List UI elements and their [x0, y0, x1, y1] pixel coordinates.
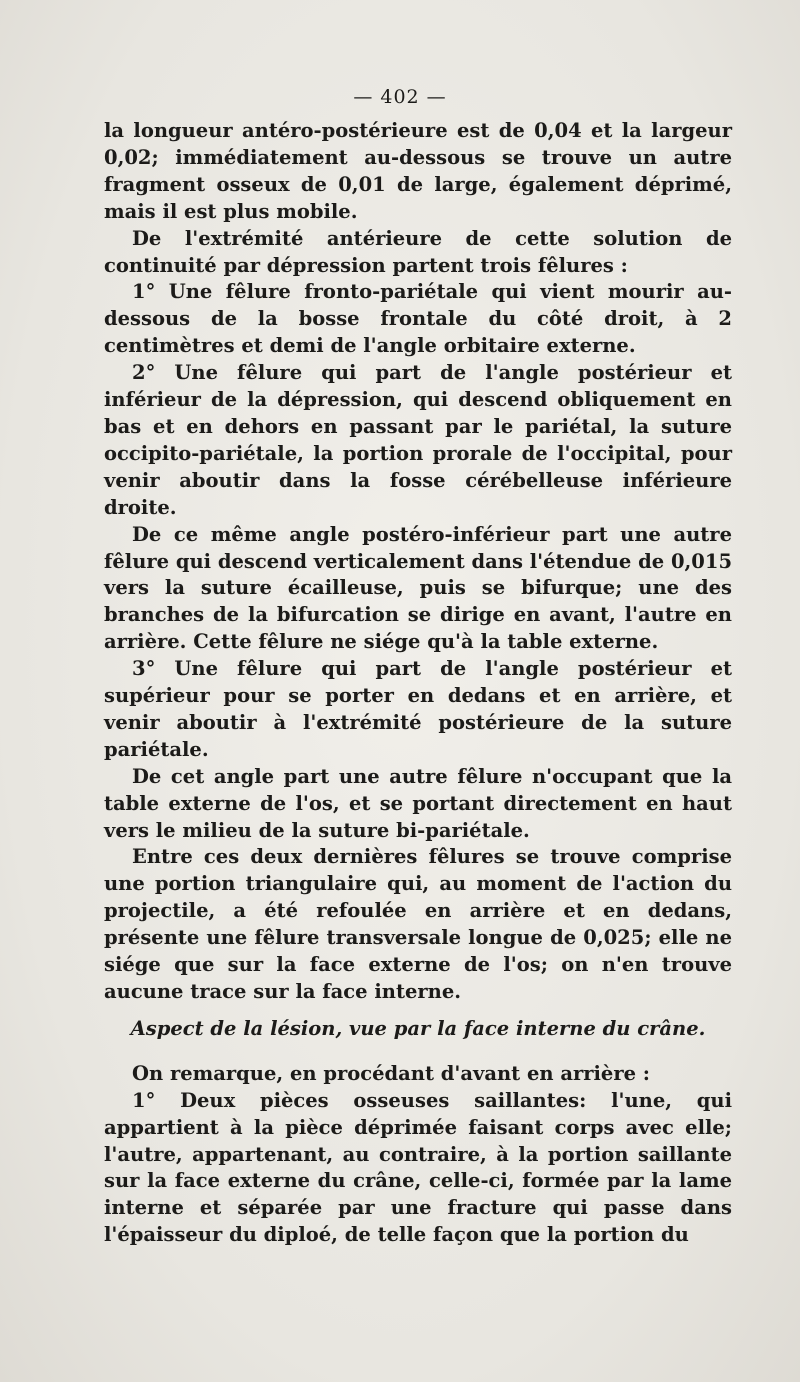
paragraph: De l'extrémité antérieure de cette solution de continuité par dépression partent trois fêlures :: [104, 226, 732, 277]
paragraph: 3° Une fêlure qui part de l'angle postérieur et supérieur pour se porter en dedans et en arrière, et venir aboutir à l'extrémité postérieure de la suture pariétale.: [104, 657, 732, 761]
paragraph: De ce même angle postéro-inférieur part une autre fêlure qui descend verticalement dans l'étendue de 0,015 vers la suture écailleuse, puis se bifurque; une des branches de la bifurcation se dirige en avant, l'autre en arrière. Cette fêlure ne siége qu'à la table externe.: [104, 522, 733, 654]
paragraph: 2° Une fêlure qui part de l'angle postérieur et inférieur de la dépression, qui descend obliquement en bas et en dehors en passant par le pariétal, la suture occipito-pariétale, la portion prorale de l'occipital, pour venir aboutir dans la fosse cérébelleuse inférieure droite.: [104, 361, 732, 519]
paragraph: On remarque, en procédant d'avant en arrière :: [132, 1061, 650, 1085]
paragraph: 1° Une fêlure fronto-pariétale qui vient mourir au-dessous de la bosse frontale du côté droit, à 2 centimètres et demi de l'angle orbitaire externe.: [104, 280, 732, 358]
paragraph: la longueur antéro-postérieure est de 0,04 et la largeur 0,02; immédiatement au-dessous se trouve un autre fragment osseux de 0,01 de large, également déprimé, mais il est plus mobile.: [104, 119, 732, 223]
page-number: — 402 —: [353, 86, 447, 108]
paragraph: Entre ces deux dernières fêlures se trouve comprise une portion triangulaire qui, au moment de l'action du projectile, a été refoulée en arrière et en dedans, présente une fêlure transversale longue de 0,025; elle ne siége que sur la face externe de l'os; on n'en trouve aucune trace sur la face interne.: [104, 845, 732, 1003]
page-body: [104, 118, 732, 1249]
paragraph: 1° Deux pièces osseuses saillantes: l'une, qui appartient à la pièce déprimée faisant corps avec elle; l'autre, appartenant, au contraire, à la portion saillante sur la face externe du crâne, celle-ci, formée par la lame interne et séparée par une fracture qui passe dans l'épaisseur du diploé, de telle façon que la portion du: [104, 1088, 732, 1247]
paragraph: De cet angle part une autre fêlure n'occupant que la table externe de l'os, et se portant directement en haut vers le milieu de la suture bi-pariétale.: [104, 764, 732, 842]
section-title: Aspect de la lésion, vue par la face interne du crâne.: [130, 1016, 706, 1040]
